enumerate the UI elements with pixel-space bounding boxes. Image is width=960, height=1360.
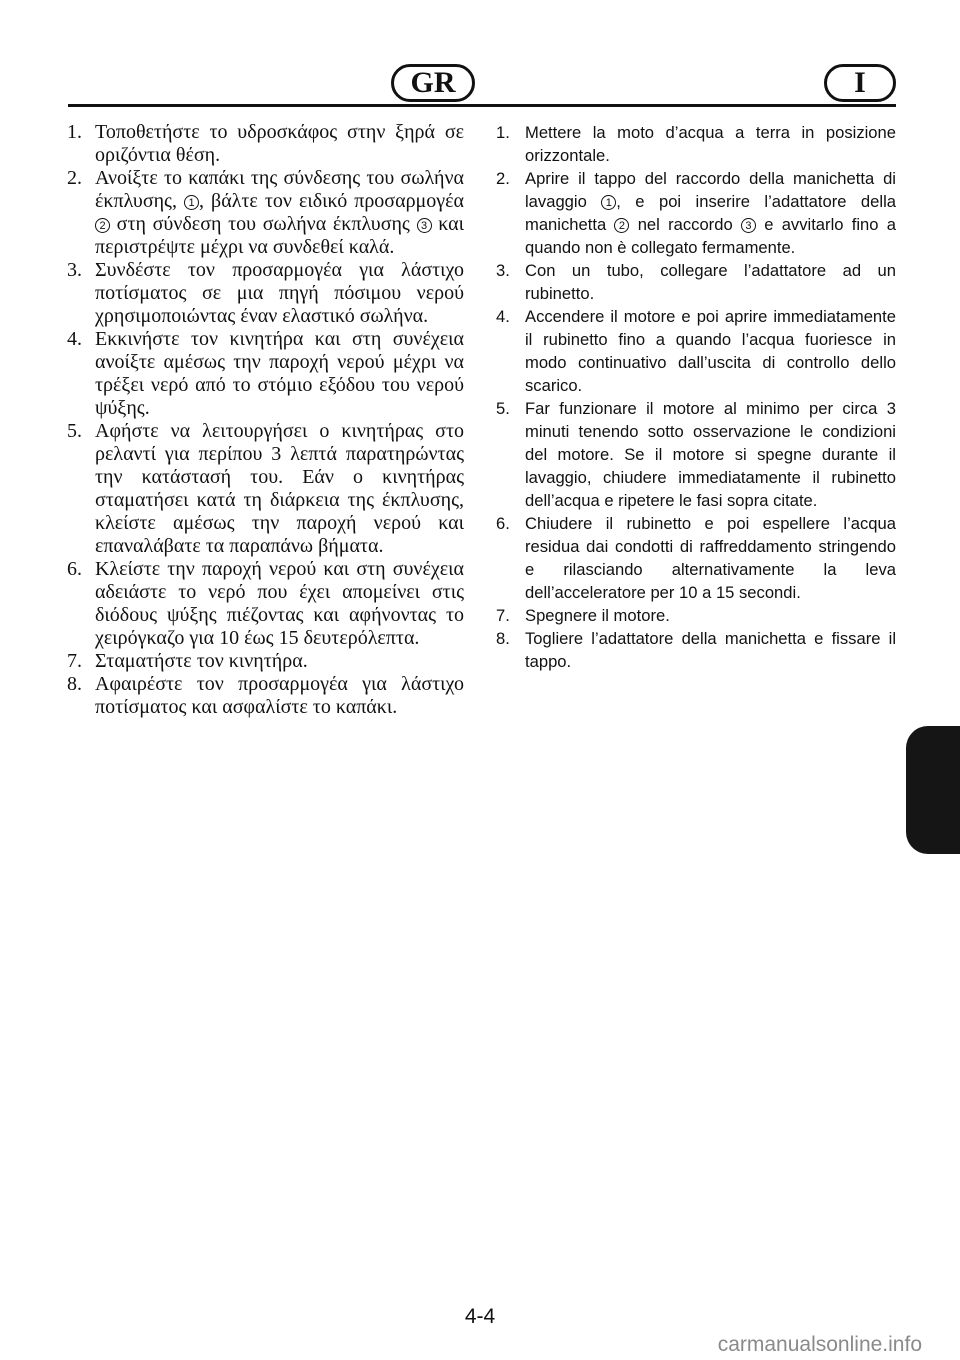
item-text: Συνδέστε τον προσαρμογέα για λάστιχο ποτίσματος σε μια πηγή πόσιμου νερού χρησιμοποιώντας έναν ελαστικό σωλήνα.	[95, 259, 464, 327]
list-item	[496, 627, 896, 673]
list-item	[67, 328, 464, 420]
item-text: Chiudere il rubinetto e poi espellere l’acqua residua dai condotti di raffreddamento stringendo e rilasciando alternativamente la leva dell’acceleratore per 10 a 15 secondi.	[525, 514, 896, 602]
item-text: Far funzionare il motore al minimo per circa 3 minuti tenendo sotto osservazione le condizioni del motore. Se il motore si spegne durante il lavaggio, chiudere immediatamente il rubinetto dell’acqua e ripetere le fasi sopra citate.	[525, 399, 896, 510]
item-number: 8.	[496, 629, 510, 648]
item-number: 3.	[67, 259, 82, 281]
item-number: 4.	[496, 307, 510, 326]
item-number: 5.	[67, 420, 82, 442]
item-text: , e poi inserire l’adattatore della manichetta	[525, 192, 896, 234]
list-item	[496, 167, 896, 259]
item-text: Con un tubo, collegare l’adattatore ad un rubinetto.	[525, 261, 896, 303]
item-text: Σταματήστε τον κινητήρα.	[95, 650, 308, 672]
item-number: 8.	[67, 673, 82, 695]
item-text: Togliere l’adattatore della manichetta e fissare il tappo.	[525, 629, 896, 671]
item-text: Ανοίξτε το καπάκι της σύνδεσης του σωλήνα έκπλυσης,	[95, 167, 464, 212]
callout-marker: 2	[95, 218, 110, 233]
page-number: 4-4	[464, 1305, 496, 1328]
item-text: και περιστρέψτε μέχρι να συνδεθεί καλά.	[95, 213, 464, 258]
list-item	[67, 121, 464, 167]
item-text: Κλείστε την παροχή νερού και στη συνέχεια αδειάστε το νερό που έχει απομείνει στις διόδους ψύξης πιέζοντας και αφήνοντας το χειρόγκαζο για 10 έως 15 δευτερόλεπτα.	[95, 558, 464, 649]
item-number: 6.	[496, 514, 510, 533]
list-item	[67, 259, 464, 328]
item-text: e avvitarlo fino a quando non è collegato fermamente.	[525, 215, 896, 257]
callout-marker: 3	[417, 218, 432, 233]
item-text: nel raccordo	[629, 215, 741, 234]
item-text: , βάλτε τον ειδικό προσαρμογέα	[199, 190, 464, 212]
item-text: Accendere il motore e poi aprire immediatamente il rubinetto fino a quando l’acqua fuoriesce in modo continuativo dall’uscita di controllo dello scarico.	[525, 307, 896, 395]
item-number: 4.	[67, 328, 82, 350]
item-number: 6.	[67, 558, 82, 580]
header-rule	[68, 104, 896, 107]
list-item	[496, 121, 896, 167]
item-number: 5.	[496, 399, 510, 418]
item-number: 7.	[67, 650, 82, 672]
chapter-tab	[906, 726, 960, 854]
item-number: 1.	[496, 123, 510, 142]
callout-marker: 3	[741, 218, 756, 233]
item-text: Αφαιρέστε τον προσαρμογέα για λάστιχο ποτίσματος και ασφαλίστε το καπάκι.	[95, 673, 464, 718]
item-text: Aprire il tappo del raccordo della manichetta di lavaggio	[525, 169, 896, 211]
list-item	[496, 259, 896, 305]
item-number: 7.	[496, 606, 510, 625]
item-number: 3.	[496, 261, 510, 280]
item-text: Spegnere il motore.	[525, 606, 670, 625]
callout-marker: 1	[601, 195, 616, 210]
item-text: Εκκινήστε τον κινητήρα και στη συνέχεια ανοίξτε αμέσως την παροχή νερού μέχρι να τρέξει νερό από το στόμιο εξόδου του νερού ψύξης.	[95, 328, 464, 419]
list-item	[496, 305, 896, 397]
list-item	[67, 650, 464, 673]
watermark: carmanualsonline.info	[717, 1333, 922, 1356]
list-item	[67, 558, 464, 650]
list-item	[67, 420, 464, 558]
item-number: 2.	[496, 169, 510, 188]
italian-instructions	[496, 121, 896, 673]
item-text: Mettere la moto d’acqua a terra in posizione orizzontale.	[525, 123, 896, 165]
item-text: στη σύνδεση του σωλήνα έκπλυσης	[110, 213, 417, 235]
list-item	[496, 397, 896, 512]
item-number: 2.	[67, 167, 82, 189]
language-badge-gr: GR	[391, 64, 475, 102]
list-item	[496, 512, 896, 604]
list-item	[67, 673, 464, 719]
item-text: Τοποθετήστε το υδροσκάφος στην ξηρά σε οριζόντια θέση.	[95, 121, 464, 166]
list-item	[67, 167, 464, 259]
list-item	[496, 604, 896, 627]
greek-instructions	[67, 121, 464, 719]
callout-marker: 1	[184, 195, 199, 210]
language-badge-i: I	[824, 64, 896, 102]
item-text: Αφήστε να λειτουργήσει ο κινητήρας στο ρελαντί για περίπου 3 λεπτά παρατηρώντας την κατάστασή του. Εάν ο κινητήρας σταματήσει κατά τη διάρκεια της έκπλυσης, κλείστε αμέσως την παροχή νερού και επαναλάβατε τα παραπάνω βήματα.	[95, 420, 464, 557]
callout-marker: 2	[614, 218, 629, 233]
item-number: 1.	[67, 121, 82, 143]
